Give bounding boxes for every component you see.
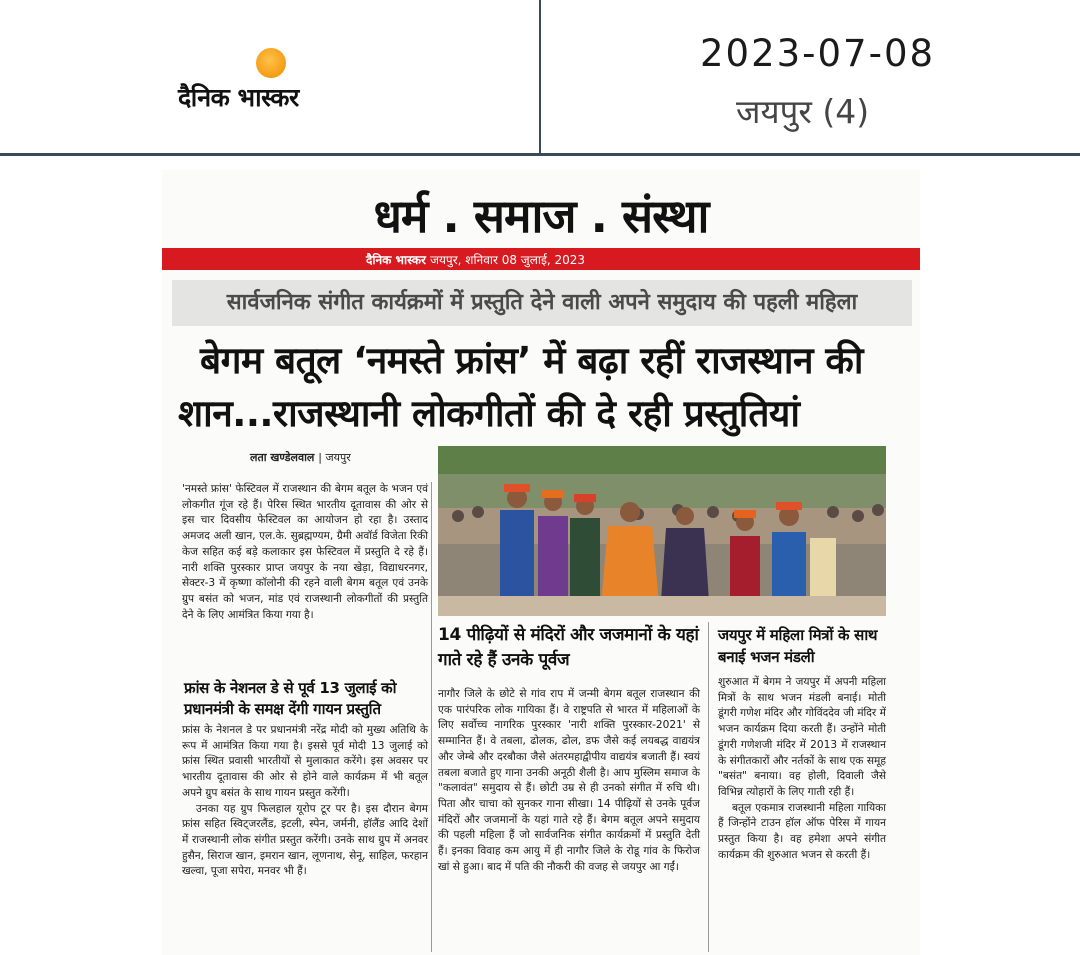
- header-divider: [539, 0, 541, 156]
- subheading-bhajan-mandali: जयपुर में महिला मित्रों के साथ बनाई भजन मंडली: [718, 626, 878, 666]
- edition-date: 2023-07-08: [700, 32, 936, 75]
- article-column-1: [182, 482, 428, 623]
- dateline-band: [162, 248, 920, 270]
- headline-line-2: शान...राजस्थानी लोकगीतों की दे रही प्रस्तुतियां: [178, 392, 800, 435]
- column-divider-1: [431, 482, 432, 952]
- subheading-generations: 14 पीढ़ियों से मंदिरों और जजमानों के यहां गाते रहे हैं उनके पूर्वज: [438, 625, 699, 670]
- kicker: सार्वजनिक संगीत कार्यक्रमों में प्रस्तुति देने वाली अपने समुदाय की पहली महिला: [172, 280, 912, 326]
- clipping-header: [0, 0, 1080, 156]
- header-rule: [0, 153, 1080, 156]
- dateline: [366, 251, 585, 268]
- column-1-paragraph-1: 'नमस्ते फ्रांस' फेस्टिवल में राजस्थान की बेगम बतूल के भजन एवं लोकगीत गूंज रहे हैं। पेरिस स्थित भारतीय दूतावास की ओर से इस चार दिवसीय फेस्टिवल का आयोजन हो रहा है। उस्ताद अमजद अली खान, एल.के. सुब्रह्मण्यम, ग्रैमी अवॉर्ड विजेता रिकी केज सहित कई बड़े कलाकार इस फेस्टिवल में प्रस्तुति दे रहे हैं। नारी शक्ति पुरस्कार प्राप्त जयपुर के नया खेड़ा, विद्याधरनगर, सेक्टर-3 में कृष्णा कॉलोनी की रहने वाली बेगम बतूल एवं उनके ग्रुप बसंत को भजन, मांड एवं राजस्थानी लोकगीतों की प्रस्तुति देने के लिए आमंत्रित किया गया है।: [182, 483, 428, 621]
- byline-name: लता खण्डेलवाल: [250, 451, 315, 464]
- column-2-paragraph-1: नागौर जिले के छोटे से गांव राप में जन्मी बेगम बतूल राजस्थान की एक पारंपरिक लोक गायिका हैं। वे राष्ट्रपति से भारत में महिलाओं के लिए सर्वोच्च नागरिक पुरस्कार 'नारी शक्ति पुरस्कार-2021' से सम्मानित हैं। वे तबला, ढोलक, ढोल, डफ जैसे कई लयबद्ध वाद्ययंत्र और जेम्बे और दरबौका जैसे अंतरमहाद्वीपीय वाद्ययंत्र बजाती हैं। स्वयं तबला बजाते हुए गाना उनकी अनूठी शैली है। आप मुस्लिम समाज के "कलावंत" समुदाय से हैं। छोटी उम्र से ही उनको संगीत में रुचि थी। पिता और चाचा को सुनकर गाना सीखा। 14 पीढ़ियों से उनके पूर्वज मंदिरों और जजमानों के यहां गाते रहे हैं। बेगम बतूल अपने समुदाय की पहली महिला हैं जो सार्वजनिक संगीत कार्यक्रमों में प्रस्तुति देती हैं। इनका विवाह कम आयु में ही नागौर जिले के रोडू गांव के फिरोज खां से हुआ। बाद में पति की नौकरी की वजह से जयपुर आ गईं।: [438, 688, 700, 873]
- headline: [178, 334, 910, 440]
- sun-icon: [256, 48, 286, 78]
- edition-city-page: जयपुर (4): [736, 92, 870, 131]
- article-column-3: [718, 675, 886, 863]
- column-1-paragraph-2: फ्रांस के नेशनल डे पर प्रधानमंत्री नरेंद्र मोदी को मुख्य अतिथि के रूप में आमंत्रित किया गया है। इससे पूर्व मोदी 13 जुलाई को फ्रांस स्थित प्रवासी भारतीयों से मुलाकात करेंगे। इस अवसर पर भारतीय दूतावास की ओर से होने वाले कार्यक्रम में भी बतूल अपने ग्रुप बसंत के साथ गायन प्रस्तुत करेंगी।: [182, 724, 428, 799]
- column-3-paragraph-1: शुरुआत में बेगम ने जयपुर में अपनी महिला मित्रों के साथ भजन मंडली बनाई। मोती डूंगरी गणेश मंदिर और गोविंददेव जी मंदिर में भजन कार्यक्रम दिया करती हैं। उन्होंने मोती डूंगरी गणेशजी मंदिर में 2013 में राजस्थान के संगीतकारों और नर्तकों के साथ एक समूह "बसंत" बनाया। वह होली, दिवाली जैसे विभिन्न त्योहारों के लिए गाती रही हैं।: [718, 676, 886, 798]
- column-divider-2: [708, 622, 709, 952]
- logo-text: दैनिक भास्कर: [178, 83, 299, 112]
- column-1-paragraph-3: उनका यह ग्रुप फिलहाल यूरोप टूर पर है। इस दौरान बेगम फ्रांस सहित स्विट्जरलैंड, इटली, स्पेन, जर्मनी, हॉलैंड आदि देशों में राजस्थानी लोक संगीत प्रस्तुत करेंगी। उनके साथ ग्रुप में अनवर हुसैन, सिराज खान, इमरान खान, लूणनाथ, सेनू, साहिल, फरहान खल्वा, पूजा सपेरा, मनवर भी हैं।: [182, 802, 428, 878]
- article-column-1-continued: [182, 723, 428, 880]
- newspaper-logo: [178, 46, 378, 116]
- dateline-text: जयपुर, शनिवार 08 जुलाई, 2023: [430, 253, 586, 267]
- headline-line-1: बेगम बतूल ‘नमस्ते फ्रांस’ में बढ़ा रहीं राजस्थान की: [200, 339, 863, 382]
- performers-photo: [438, 446, 886, 616]
- article-column-2: [438, 687, 700, 875]
- dateline-brand: दैनिक भास्कर: [366, 253, 426, 267]
- byline: [250, 450, 351, 465]
- performers-photo-graphic: [438, 446, 886, 616]
- subheading-national-day: फ्रांस के नेशनल डे से पूर्व 13 जुलाई को प्रधानमंत्री के समक्ष देंगी गायन प्रस्तुति: [184, 679, 397, 718]
- byline-city: | जयपुर: [318, 451, 351, 464]
- newspaper-clipping: [162, 170, 920, 955]
- column-3-paragraph-2: बतूल एकमात्र राजस्थानी महिला गायिका हैं जिन्होंने टाउन हॉल ऑफ पेरिस में गायन प्रस्तुत किया है। वह हमेशा अपने संगीत कार्यक्रम की शुरुआत भजन से करती हैं।: [718, 801, 886, 861]
- section-title: धर्म . समाज . संस्था: [373, 189, 709, 243]
